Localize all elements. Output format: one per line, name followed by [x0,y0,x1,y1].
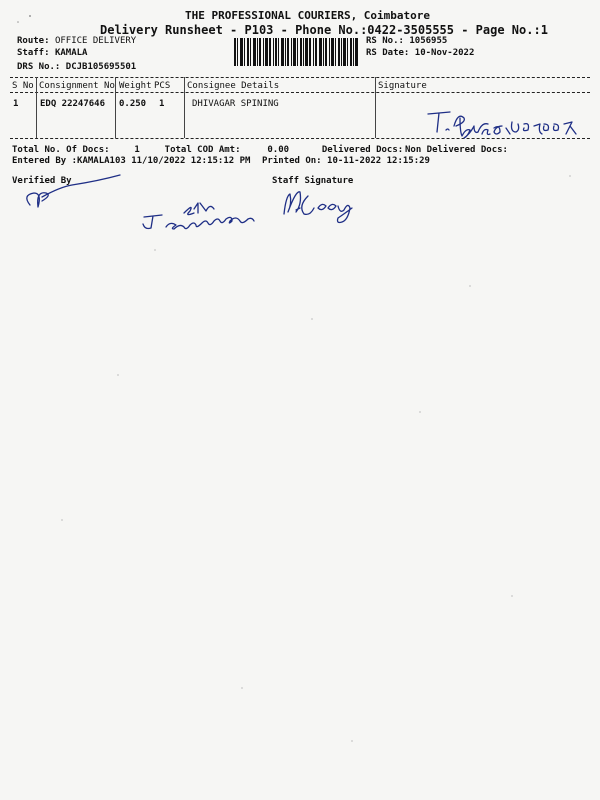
total-docs-value: 1 [134,145,140,155]
company-name: THE PROFESSIONAL COURIERS, Coimbatore [185,9,431,22]
drs-value: DCJB105695501 [65,62,137,72]
cell-weight: 0.250 [119,99,147,109]
total-cod-value: 0.00 [267,145,290,155]
cell-sno: 1 [13,99,19,109]
runsheet-title: Delivery Runsheet - P103 - Phone No.:0422-3505555 - Page No.:1 [100,23,548,37]
route-value: OFFICE DELIVERY [54,36,137,46]
non-delivered-docs-label: Non Delivered Docs: [405,145,508,155]
route-label: Route: [17,36,50,46]
cell-consignee: DHIVAGAR SPINING [192,99,279,109]
header-weight: Weight [119,81,152,91]
entered-by: Entered By :KAMALA103 11/10/2022 12:15:12 PM [12,156,251,166]
staff-value: KAMALA [54,48,88,58]
total-cod-label: Total COD Amt: [164,145,241,155]
drs-label: DRS No.: [17,62,61,72]
rs-date-label: RS Date: [366,48,410,58]
verified-by-label: Verified By [12,176,72,186]
header-consignment: Consignment No [39,81,115,91]
rs-no-value: 1056955 [409,36,448,46]
header-pcs: PCS [154,81,171,91]
cell-pcs: 1 [159,99,165,109]
header-consignee: Consignee Details [187,81,280,91]
rs-date-value: 10-Nov-2022 [414,48,475,58]
staff-label: Staff: [17,48,50,58]
delivered-docs-label: Delivered Docs: [321,145,404,155]
rs-no-label: RS No.: [366,36,404,46]
cell-consignment: EDQ 22247646 [40,99,106,109]
header-signature: Signature [378,81,427,91]
staff-signature-label: Staff Signature [272,176,354,186]
header-sno: S No [12,81,34,91]
printed-on: Printed On: 10-11-2022 12:15:29 [262,156,430,166]
total-docs-label: Total No. Of Docs: [12,145,110,155]
